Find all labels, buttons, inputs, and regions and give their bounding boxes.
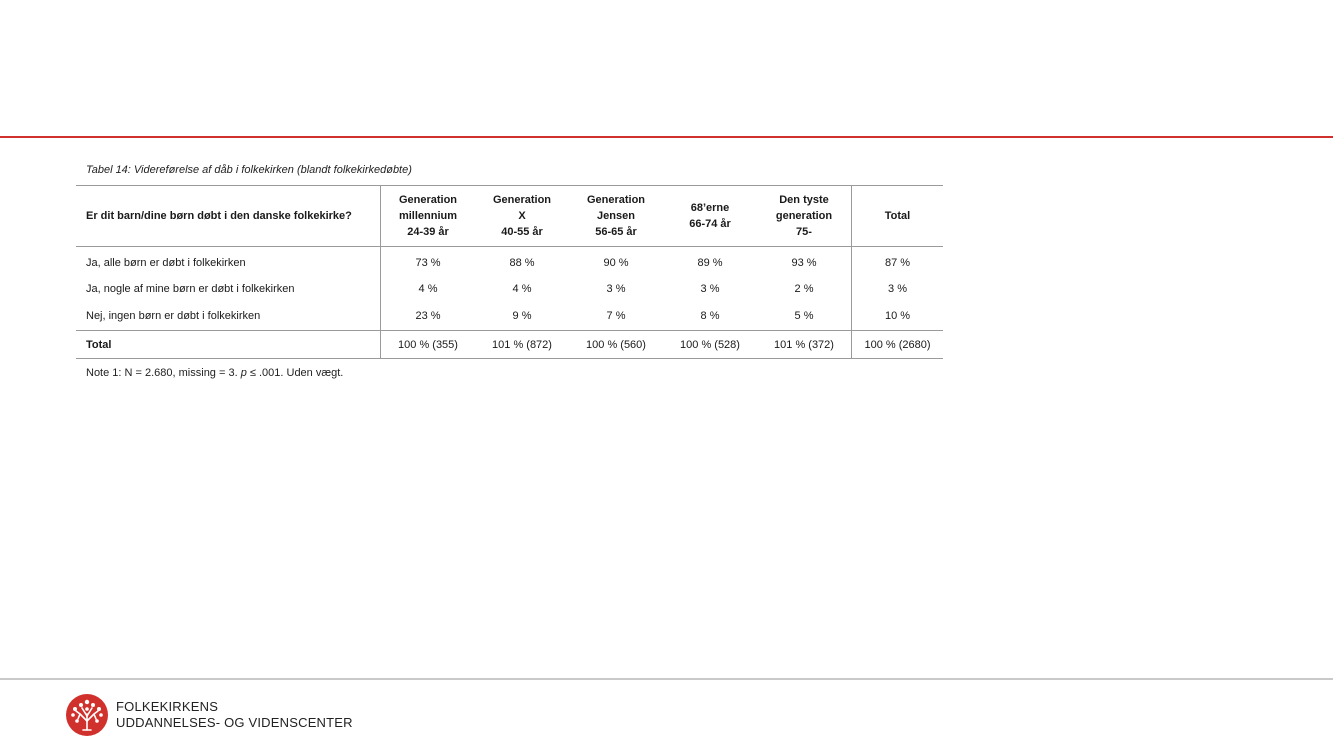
cell: 23 % [381,303,476,331]
cell: 89 % [697,256,723,269]
cell: 10 % [852,303,944,331]
cell: 88 % [509,256,535,269]
cell: 90 % [603,256,629,269]
cell: 101 % (872) [475,331,569,359]
row-label: Ja, nogle af mine børn er døbt i folkekirken [86,282,295,295]
question-header: Er dit barn/dine børn døbt i den danske folkekirke? [76,186,381,247]
cell: 3 % [606,282,626,295]
cell: 87 % [852,247,944,275]
total-label: Total [76,331,381,359]
bottom-divider [0,678,1333,680]
note-suffix: ≤ .001. Uden vægt. [246,367,344,379]
table-caption: Tabel 14: Videreførelse af dåb i folkekirken (blandt folkekirkedøbte) [86,164,412,176]
cell: 100 % (2680) [852,331,944,359]
top-divider [0,136,1333,138]
cell: 5 % [794,310,814,323]
tree-icon [66,694,108,736]
cell: 73 % [381,247,476,275]
org-line-1: FOLKEKIRKENS [116,699,219,714]
column-header: 68’erne 66-74 år [663,186,757,247]
column-header: Generation millennium 24-39 år [381,186,476,247]
cell: 93 % [791,256,817,269]
table-note [86,367,343,379]
cell: 9 % [512,310,532,323]
table-header-row [76,186,943,247]
note-p-symbol: p [240,367,247,379]
org-line-2: UDDANNELSES- OG VIDENSCENTER [116,715,353,730]
cell: 8 % [700,310,720,323]
column-header-total: Total [852,186,944,247]
cell: 3 % [700,282,720,295]
table-row [76,275,943,303]
table-row [76,247,943,275]
organization-name [116,699,353,731]
note-prefix: Note 1: N = 2.680, missing = 3. [86,367,241,379]
cell: 100 % (560) [569,331,663,359]
cell: 100 % (528) [663,331,757,359]
table-total-row [76,331,943,359]
cell: 2 % [794,282,814,295]
column-header: Generation Jensen 56-65 år [569,186,663,247]
row-label: Nej, ingen børn er døbt i folkekirken [86,310,261,323]
column-header: Den tyste generation 75- [757,186,852,247]
row-label: Ja, alle børn er døbt i folkekirken [86,256,246,269]
cell: 101 % (372) [757,331,852,359]
cell: 3 % [852,275,944,303]
cell: 7 % [606,310,626,323]
cell: 100 % (355) [381,331,476,359]
cell: 4 % [512,282,532,295]
column-header: Generation X 40-55 år [475,186,569,247]
data-table [76,185,943,359]
table-row [76,303,943,331]
cell: 4 % [381,275,476,303]
